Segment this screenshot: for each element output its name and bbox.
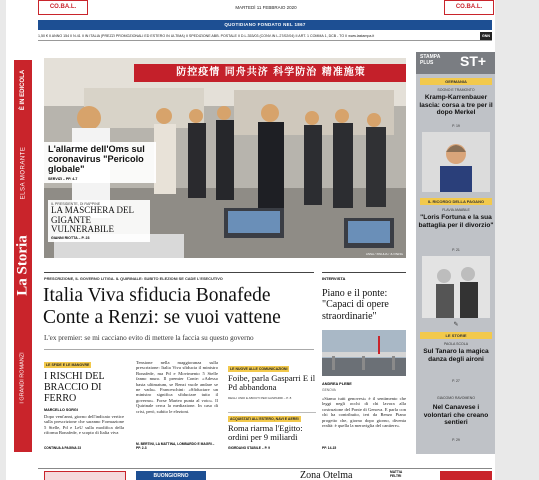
front-page <box>6 0 495 480</box>
left-piece-author: MARCELLO SORGI <box>44 408 78 412</box>
s2-photo <box>422 256 490 318</box>
bottom-right-box[interactable] <box>440 471 492 480</box>
s3-title[interactable]: Sul Tanaro la magica danza degli aironi <box>423 348 489 363</box>
main-kicker: PRESCRIZIONE, IL GOVERNO LITIGA. IL QUIRINALE: SUBITO ELEZIONI SE CADE L'ESECUTIVO <box>44 276 223 281</box>
right-logo: CO.BA.L. <box>444 0 494 15</box>
s4-page: P. 29 <box>452 438 460 442</box>
edicola-label: È IN EDICOLA <box>20 69 26 111</box>
author-label: ELSA MORANTE <box>20 146 26 200</box>
s1-title[interactable]: Kramp-Karrenbauer lascia: corsa a tre per il dopo Merkel <box>419 94 493 117</box>
col3-title[interactable]: Foibe, parla Gasparri E il Pd abbandona <box>228 373 316 393</box>
interview-title[interactable]: Piano e il ponte: "Capaci di opere straordinarie" <box>322 288 389 322</box>
left-piece-body: Dopo vent'anni, giorno dell'indicato vertice sulla prescrizione che saranno Formazione 5 Stelle, Pd e LeU sulla modifica della riforma Bonafede, e scopto di Italia viva <box>44 414 124 436</box>
info-line <box>38 32 492 41</box>
photo-caption-kicker: SERVIZI – PP. 4-7 <box>48 176 78 181</box>
photo-sub-box[interactable] <box>48 200 150 242</box>
section-ricordo: IL RICORDO DELLA PAGANO <box>420 198 492 205</box>
left-piece-title[interactable]: I RISCHI DEL BRACCIO DI FERRO <box>44 371 105 404</box>
buongiorno-title[interactable]: Zona Otelma <box>300 470 353 480</box>
issue-date: MARTEDÌ 11 FEBBRAIO 2020 <box>235 5 297 10</box>
photo-banner-text: 防控疫情 同舟共济 科学防治 精准施策 <box>176 67 366 78</box>
gnn-logo: GNN <box>482 34 490 38</box>
photo-credit: ANSA / XINHUA / JU PENG <box>365 252 403 256</box>
buongiorno-label: BUONGIORNO <box>136 471 206 480</box>
bottom-left-box[interactable] <box>44 471 126 480</box>
s4-kicker: GIACOMO RAVOMENO <box>436 396 476 400</box>
left-promo-band[interactable] <box>14 60 32 452</box>
series-label: I GRANDI ROMANZI <box>20 352 26 404</box>
storia-title: La Storia <box>14 234 31 296</box>
s1-kicker: SOGNO E TRAMONTO <box>437 88 475 92</box>
photo-caption-box[interactable] <box>44 142 156 183</box>
stampa-plus-brand: STAMPA PLUS <box>420 54 441 66</box>
interview-author: ANDREA PLEBE <box>322 382 352 386</box>
interview-body: «Siamo tutti genovesi» è il sentimento che leggi negli occhi di chi lavora alla costruzione del Ponte di Genova. E parla con chi ha contribuito, ieri da Renzo Piano progetto che, giorno dopo giorno, diventa realtà: è quella la meraviglia del cantiere». <box>322 396 406 429</box>
founded-bar: QUOTIDIANO FONDATO NEL 1867 <box>38 20 492 30</box>
interview-footer[interactable]: PP. 14-15 <box>322 446 337 450</box>
lead-photo[interactable] <box>44 58 406 258</box>
col3-footer: DEGLI UNDI E ABOUTI PER GASPARRI – P. 8 <box>228 396 292 400</box>
middle-piece-body: Tensione nella maggioranza sulla prescrizione: Italia Viva sfiducia il ministro Bonafede, ma Pd e Movimento 5 Stelle fanno muro. Il premier Conte: «Adesso basta ultimatum, se Renzi vuole andare se ne vada». Franceschini: «Sfiduciare un ministro significa sfiduciare tutto il governo». Forse Marteo punta al voto». Il Quirinale cerca la mediazione. In caso di crisi, però, subito le elezioni. <box>136 360 218 414</box>
col3-tag2: ACQUISTATI ALL'ESTERO, NAVI E AEREI <box>230 417 299 421</box>
headline-line-1: Italia Viva sfiducia Bonafede <box>43 285 271 306</box>
section-storie: LE STORIE <box>420 332 492 339</box>
section-germania: GERMANIA <box>420 78 492 85</box>
info-text: 1,50 € II ANNO 154 II N.41 II IN ITALIA (PREZZI PROMOZIONALI ED ESTERO IN ULTIMA) II SPEDIZIONE ABB. POSTALE II D.L.353/03 (CONV.IN L.27/02/04) II ART. 1 COMMA 1, DCB - TO II www.lastampa.it <box>38 34 375 38</box>
stampa-plus-header[interactable] <box>416 52 495 74</box>
photo-sub-title: LA MASCHERA DEL GIGANTE VULNERABILE <box>51 205 134 235</box>
col3-tag: LE NUOVE ALLE COMUNICAZIONI <box>230 367 288 371</box>
photo-sub-kicker: IL PRESIDENTE, DI RAPPINE <box>51 202 101 206</box>
stampa-plus-logo: ST+ <box>460 53 487 69</box>
divider-ornament: ✎ <box>453 322 459 328</box>
s3-kicker: PAOLA SCOLA <box>443 342 469 346</box>
stampa-plus-column <box>416 52 495 454</box>
s3-page: P. 27 <box>452 379 460 383</box>
photo-caption-title: L'allarme dell'Oms sul coronavirus "Pericolo globale" <box>48 144 145 175</box>
photo-sub-author: GIANNI RIOTTA – P. 23 <box>51 235 90 240</box>
main-headline[interactable] <box>43 285 319 329</box>
headline-line-2: Conte a Renzi: se vuoi vattene <box>43 307 281 328</box>
left-logo: CO.BA.L. <box>38 0 88 15</box>
s2-page: P. 21 <box>452 248 460 252</box>
middle-piece-bylines[interactable]: M. BERTINI, LA MATTINA, LOMBARDO E MAGRI – PP. 2-3 <box>136 442 215 450</box>
s4-title[interactable]: Nel Canavese i volontari che creano sentieri <box>423 404 489 427</box>
left-piece-footer[interactable]: CONTINUA A PAGINA 23 <box>44 446 82 450</box>
bottom-strip <box>38 468 492 480</box>
interview-photo[interactable] <box>322 330 406 376</box>
bridge-image <box>322 330 406 376</box>
interview-place: GENOVA <box>322 388 336 392</box>
s1-photo <box>422 132 490 192</box>
s2-title[interactable]: "Loris Fortuna e la sua battaglia per il divorzio" <box>418 214 494 229</box>
col3-footer2: GIORDANO STABILE – P. 9 <box>228 446 271 450</box>
main-subhead: L'ex premier: se mi cacciano evito di mettere la faccia su questo governo <box>44 334 254 342</box>
s1-page: P. 19 <box>452 124 460 128</box>
col3-title2[interactable]: Roma riarma l'Egitto: ordini per 9 miliardi <box>228 423 303 443</box>
s2-kicker: FLAVIA AMABILE <box>442 208 470 212</box>
buongiorno-author: MATTIA FELTRI <box>390 470 403 478</box>
left-piece-tag: LE SFIDE E LE MANOVRE <box>46 363 90 367</box>
interview-kicker: INTERVISTA <box>322 276 346 281</box>
